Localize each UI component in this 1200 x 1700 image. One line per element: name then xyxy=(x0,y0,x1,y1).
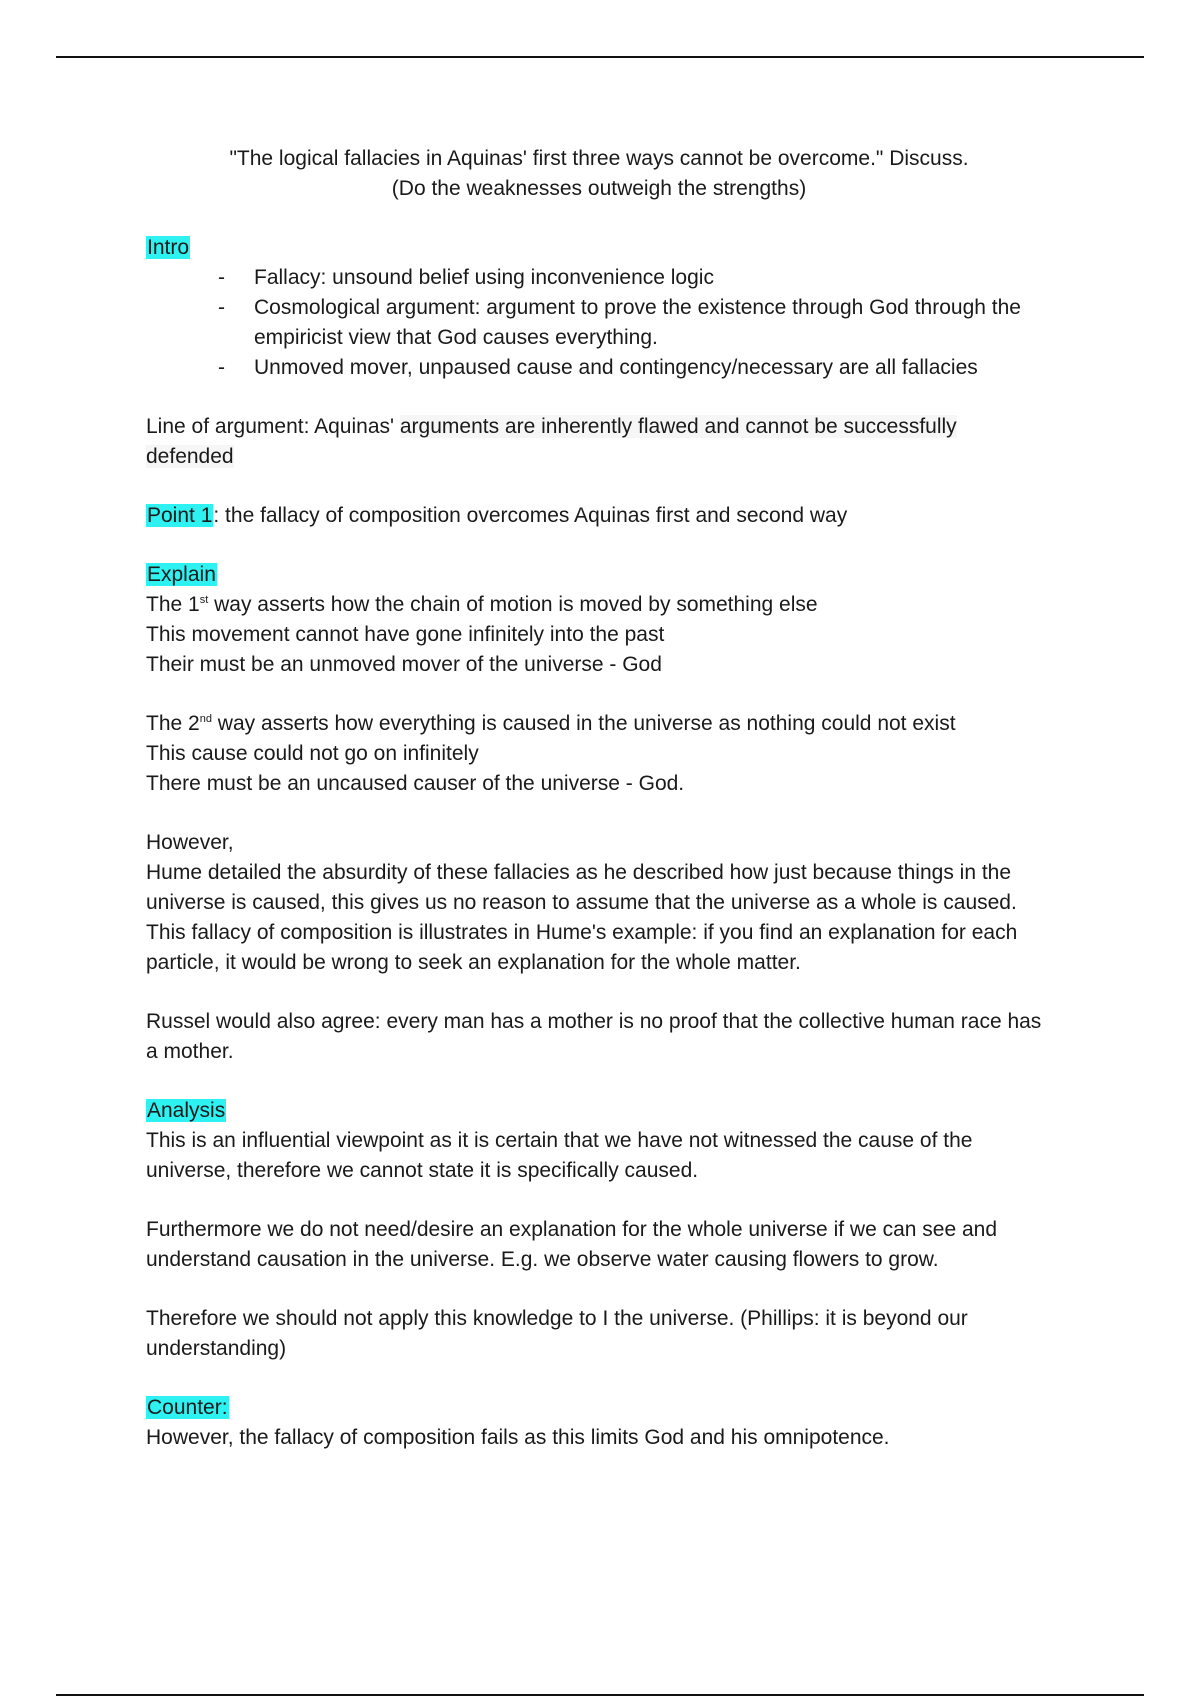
list-item: - Cosmological argument: argument to prove the existence through God through the empiricist view that God causes everything. xyxy=(254,293,1044,353)
explain-heading: Explain xyxy=(147,563,216,586)
point-1-text: : the fallacy of composition overcomes Aquinas first and second way xyxy=(213,504,848,527)
intro-bullet-list xyxy=(146,263,1066,383)
analysis-paragraph-3: Therefore we should not apply this knowledge to I the universe. (Phillips: it is beyond our understanding) xyxy=(146,1307,968,1360)
list-item: - Fallacy: unsound belief using inconvenience logic xyxy=(254,263,1066,293)
second-way-text-b: way asserts how everything is caused in the universe as nothing could not exist xyxy=(211,712,956,735)
title-line-2: (Do the weaknesses outweigh the strengths) xyxy=(391,177,807,200)
line-of-argument-shaded: arguments are inherently flawed and cannot be successfully xyxy=(399,415,957,438)
point-1 xyxy=(146,501,1066,531)
second-way-text-a: The 2 xyxy=(146,712,200,735)
essay-title xyxy=(146,144,1052,204)
list-item: - Unmoved mover, unpaused cause and contingency/necessary are all fallacies xyxy=(254,353,1066,383)
counter-text: However, the fallacy of composition fails as this limits God and his omnipotence. xyxy=(146,1426,890,1449)
analysis-heading: Analysis xyxy=(147,1099,226,1122)
first-way-line-3: Their must be an unmoved mover of the universe - God xyxy=(146,653,662,676)
title-line-1: "The logical fallacies in Aquinas' first three ways cannot be overcome." Discuss. xyxy=(229,147,969,170)
analysis-paragraph-2: Furthermore we do not need/desire an explanation for the whole universe if we can see and understand causation in the universe. E.g. we observe water causing flowers to grow. xyxy=(146,1218,998,1271)
first-way-line-1 xyxy=(146,590,1066,620)
first-way-text-b: way asserts how the chain of motion is moved by something else xyxy=(208,593,818,616)
second-way-ordinal: nd xyxy=(199,713,212,725)
second-way-line-2: This cause could not go on infinitely xyxy=(146,742,479,765)
second-way-line-3: There must be an uncaused causer of the universe - God. xyxy=(146,772,685,795)
first-way-text-a: The 1 xyxy=(146,593,200,616)
intro-heading: Intro xyxy=(147,236,190,259)
footer-rule xyxy=(56,1694,1144,1696)
line-of-argument-prefix: Line of argument: Aquinas' xyxy=(146,415,400,438)
first-way-line-2: This movement cannot have gone infinitely into the past xyxy=(146,623,665,646)
header-rule xyxy=(56,56,1144,58)
russel-paragraph: Russel would also agree: every man has a mother is no proof that the collective human race has a mother. xyxy=(146,1010,1042,1063)
hume-paragraph: Hume detailed the absurdity of these fallacies as he described how just because things in the universe is caused, this gives us no reason to assume that the universe as a whole is caused. This fallacy of composition is illustrates in Hume's example: if you find an explanation for each particle, it would be wrong to seek an explanation for the whole matter. xyxy=(146,861,1018,974)
second-way-line-1 xyxy=(146,709,1066,739)
first-way-ordinal: st xyxy=(199,594,209,606)
line-of-argument-end: defended xyxy=(146,445,234,468)
point-1-label: Point 1 xyxy=(147,504,213,527)
analysis-paragraph-1: This is an influential viewpoint as it is certain that we have not witnessed the cause of the universe, therefore we cannot state it is specifically caused. xyxy=(146,1129,973,1182)
however-label: However, xyxy=(146,831,234,854)
line-of-argument xyxy=(146,412,1026,472)
document-body xyxy=(146,144,1066,1453)
counter-heading: Counter: xyxy=(147,1396,228,1419)
